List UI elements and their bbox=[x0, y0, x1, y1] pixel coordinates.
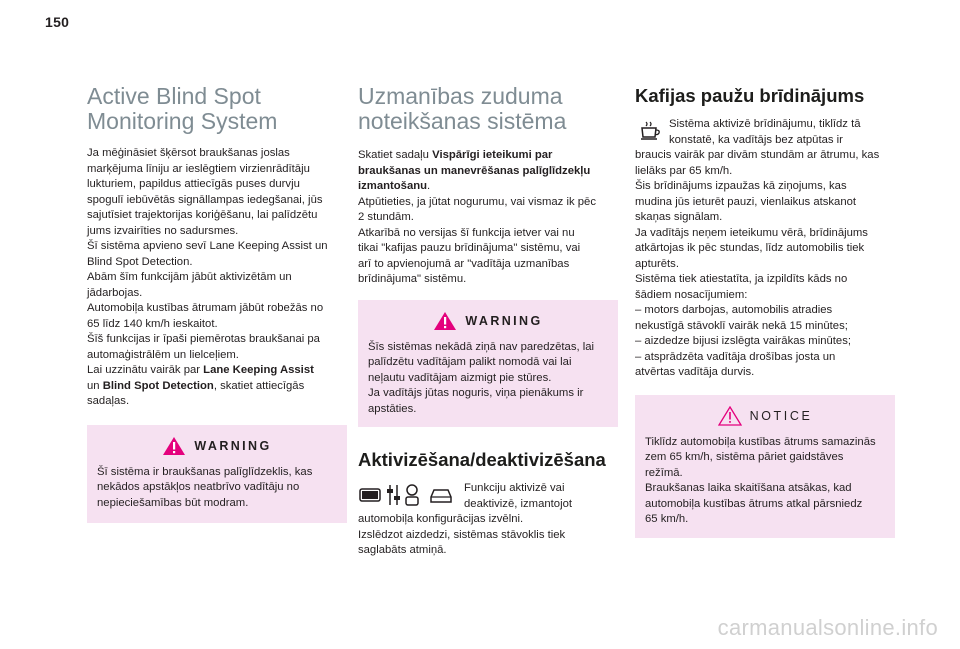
activation-inline-text: Funkciju aktivizē vai deaktivizē, izmantojot bbox=[464, 482, 572, 510]
coffee-intro bbox=[635, 117, 895, 148]
notice-box bbox=[635, 395, 895, 538]
column-blind-spot bbox=[87, 84, 347, 523]
coffee-inline-text: Sistēma aktivizē brīdinājumu, tiklīdz tā konstatē, ka vadītājs bez atpūtas ir bbox=[669, 118, 861, 146]
icon-group bbox=[358, 483, 458, 512]
activation-section bbox=[358, 449, 618, 559]
warning-box bbox=[87, 425, 347, 524]
activation-intro bbox=[358, 481, 618, 512]
warning-triangle-icon bbox=[162, 436, 186, 456]
coffee-cup-icon bbox=[639, 119, 661, 146]
warning-label: WARNING bbox=[194, 438, 272, 453]
warning-triangle-icon bbox=[433, 311, 457, 331]
coffee-text: braucis vairāk par divām stundām ar ātrumu, kas lielāks par 65 km/h. Šis brīdinājums izpaužas kā ziņojums, kas mudina jūs ieturēt pauzi, vienlaikus atskanot skaņas signālam. Ja vadītājs neņem ieteikumu vērā, brīdinājums atkārtojas ik pēc stundas, līdz automobilis tiek apturēts. Sistēma tiek atiestatīta, ja izpildīts kāds no šādiem nosacījumiem: – motors darbojas, automobilis atradies nekustīgā stāvoklī vairāk nekā 15 minūtes; – aizdedze bijusi izslēgta vairākas minūtes; – atsprādzēta vadītāja drošības josta un atvērtas vadītāja durvis. bbox=[635, 149, 880, 378]
notice-header bbox=[645, 405, 885, 427]
car-icon bbox=[428, 485, 454, 510]
warning-header bbox=[368, 310, 608, 332]
screen-icon bbox=[358, 486, 382, 509]
warning-label: WARNING bbox=[465, 313, 543, 328]
page-number: 150 bbox=[45, 14, 70, 30]
warning-box bbox=[358, 300, 618, 428]
section-title-activation: Aktivizēšana/deaktivizēšana bbox=[358, 449, 606, 470]
watermark: carmanualsonline.info bbox=[717, 615, 938, 640]
notice-text: Tiklīdz automobiļa kustības ātrums samazinās zem 65 km/h, sistēma pāriet gaidstāves režīmā. Braukšanas laika skaitīšana atsākas, kad automobiļa kustības ātrums atkal pārsniedz 65 km/h. bbox=[645, 435, 876, 525]
warning-text: Šī sistēma ir braukšanas palīglīdzeklis, kas nekādos apstākļos neatbrīvo vadītāju no nepieciešamības būt modram. bbox=[97, 465, 313, 509]
column-attention bbox=[358, 84, 618, 559]
warning-header bbox=[97, 435, 337, 457]
section-title-attention: Uzmanības zuduma noteikšanas sistēma bbox=[358, 83, 567, 134]
warning-text: Šīs sistēmas nekādā ziņā nav paredzētas, lai palīdzētu vadītājam palikt nomodā vai lai neļautu vadītājam aizmigt pie stūres. Ja vadītājs jūtas noguris, viņa pienākums ir apstāties. bbox=[368, 340, 595, 415]
activation-text: automobiļa konfigurācijas izvēlni. Izslēdzot aizdedzi, sistēmas stāvoklis tiek saglabāts atmiņā. bbox=[358, 513, 566, 556]
blind-spot-body: Ja mēģināsiet šķērsot braukšanas joslas marķējuma līniju ar ieslēgtiem virzienrādītāju lukturiem, papildus attiecīgās puses durvju spogulī iebūvētās signāllampas iedegšanai, jūs sajutīsiet trajektorijas koriģēšanu, lai palīdzētu jums izvairīties no sadursmes. Šī sistēma apvieno sevī Lane Keeping Assist un Blind Spot Detection. Abām šīm funkcijām jābūt aktivizētām un jādarbojas. Automobiļa kustības ātrumam jābūt robežās no 65 līdz 140 km/h ieskaitot. Šīš funkcijas ir īpaši piemērotas braukšanai pa automaģistrālēm un lielceļiem. Lai uzzinātu vairāk par Lane Keeping Assist un Blind Spot Detection, skatiet attiecīgās sadaļas. bbox=[87, 147, 328, 407]
settings-icon bbox=[386, 483, 424, 512]
section-title-blind-spot: Active Blind Spot Monitoring System bbox=[87, 83, 278, 134]
notice-triangle-icon bbox=[718, 406, 742, 426]
notice-label: NOTICE bbox=[749, 408, 813, 423]
attention-body: Skatiet sadaļu Vispārīgi ieteikumi par braukšanas un manevrēšanas palīglīdzekļu izmantošanu. Atpūtieties, ja jūtat nogurumu, vai vismaz ik pēc 2 stundām. Atkarībā no versijas šī funkcija ietver vai nu tikai "kafijas pauzu brīdinājuma" sistēmu, vai arī to apvienojumā ar "vadītāja uzmanības brīdinājuma" sistēmu. bbox=[358, 149, 596, 285]
section-title-coffee-break: Kafijas paužu brīdinājums bbox=[635, 85, 865, 106]
column-coffee-break bbox=[635, 84, 895, 538]
